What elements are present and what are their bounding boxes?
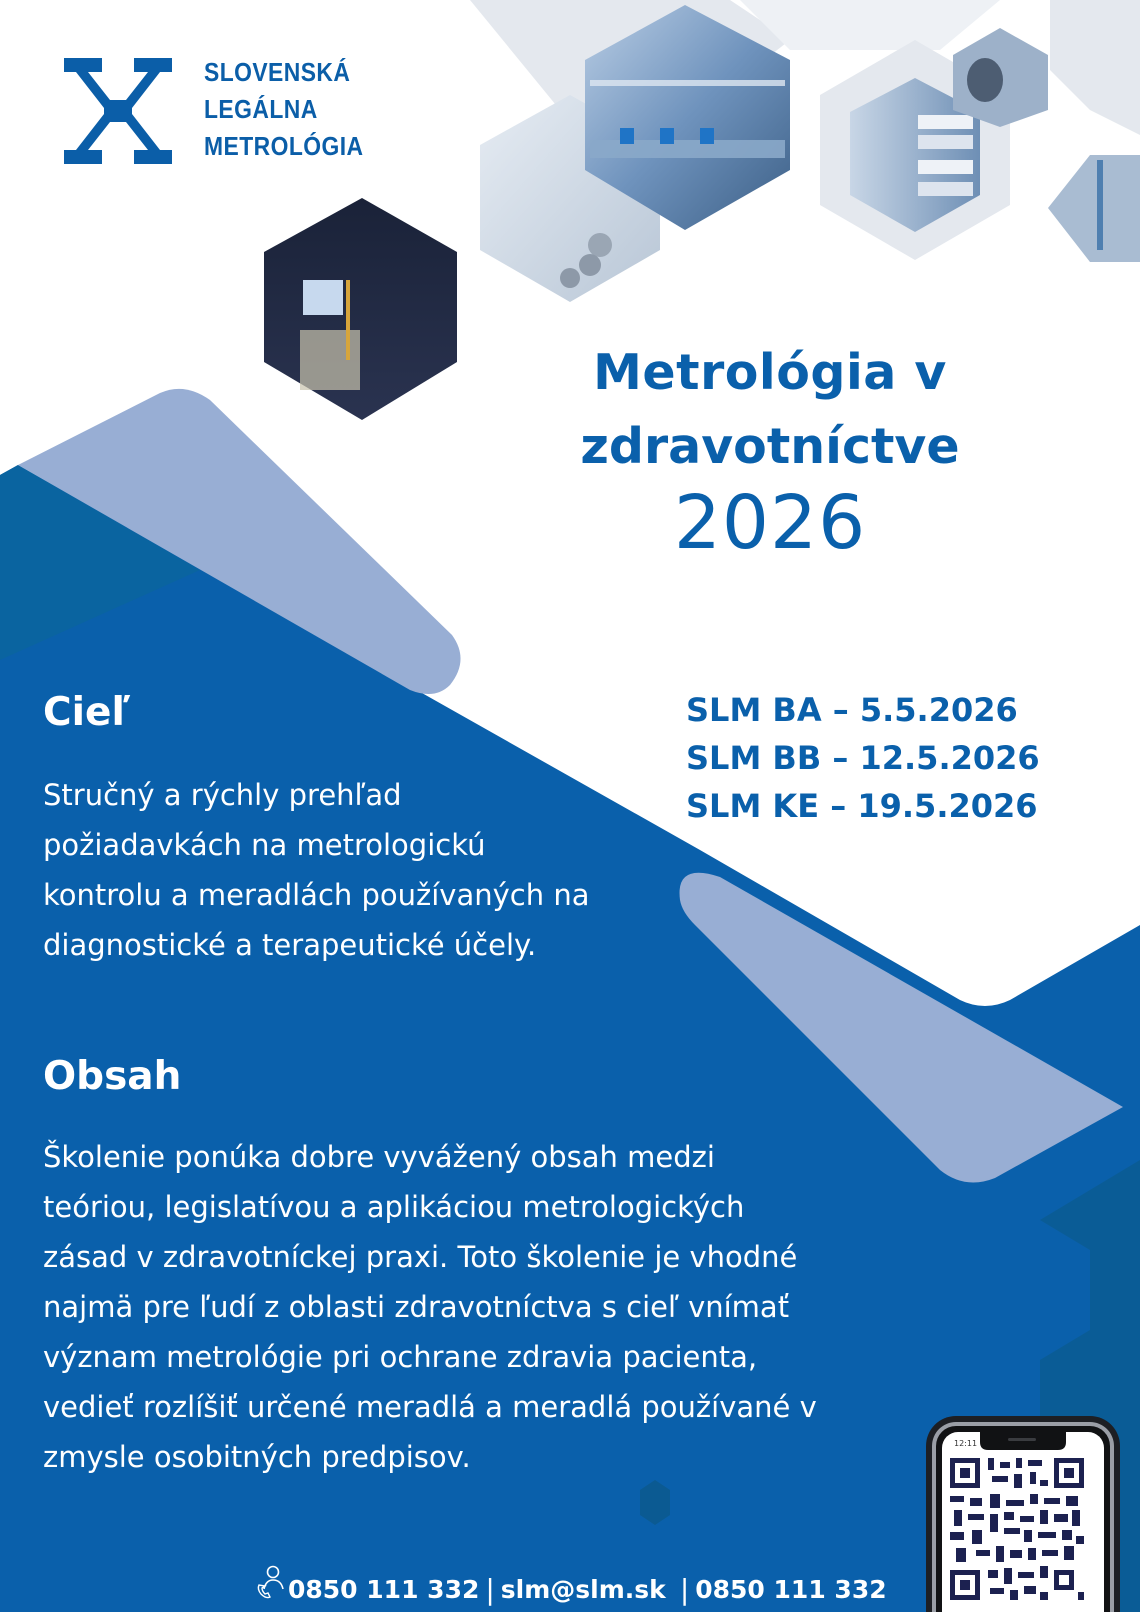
weight [588,233,612,257]
content-line: význam metrológie pri ochrane zdravia pacienta, [43,1340,758,1374]
event-dates [686,686,1040,830]
event-date-ba: SLM BA – 5.5.2026 [686,691,1018,729]
footer-separator: | [485,1573,495,1606]
rack-unit [918,182,973,196]
instrument-stand [1097,160,1103,250]
goal-text [43,770,589,970]
event-date-ke: SLM KE – 19.5.2026 [686,787,1038,825]
weight [579,254,601,276]
chamber-stand [346,280,350,360]
contact-phone-icon [256,1565,286,1601]
page-title-line1: Metrológia v [593,344,947,401]
rack-unit [918,160,973,174]
photo-hex-chamber [264,198,457,420]
weight [560,268,580,288]
content-line: teóriou, legislatívou a aplikáciou metrologických [43,1190,745,1224]
lab-bench [590,140,785,158]
phone-qr [920,1410,1120,1612]
content-line: vedieť rozlíšiť určené meradlá a meradlá používané v [43,1390,817,1424]
brand-name [204,54,363,165]
page-title-line2: zdravotníctve [580,418,960,475]
goal-line: diagnostické a terapeutické účely. [43,928,537,962]
rack-unit [918,115,973,129]
content-line: najmä pre ľudí z oblasti zdravotníctva s cieľ vnímať [43,1290,790,1324]
chamber-screen [303,280,343,315]
event-date-bb: SLM BB – 12.5.2026 [686,739,1040,777]
content-text [43,1132,817,1482]
contact-email[interactable]: slm@slm.sk [500,1575,666,1604]
photo-hex-right [1048,155,1140,262]
chamber-floor [300,330,360,390]
goal-line: Stručný a rýchly prehľad [43,778,402,812]
goal-heading: Cieľ [43,690,131,735]
weight-closeup [967,58,1003,102]
lab-frame [590,80,785,86]
content-heading: Obsah [43,1054,182,1099]
brand-line: METROLÓGIA [204,131,364,161]
contact-phone-2[interactable]: 0850 111 332 [695,1575,887,1604]
content-line: Školenie ponúka dobre vyvážený obsah medzi [43,1140,715,1174]
lab-device [700,128,714,144]
phone-time: 12:11 [954,1439,978,1448]
contact-phone-1[interactable]: 0850 111 332 [288,1575,480,1604]
footer-separator: | [679,1573,690,1606]
brand-line: SLOVENSKÁ [204,57,351,87]
rack-unit [918,135,973,149]
goal-line: kontrolu a meradlách používaných na [43,878,590,912]
goal-line: požiadavkách na metrologickú [43,828,486,862]
lab-device [620,128,634,144]
content-line: zmysle osobitných predpisov. [43,1440,471,1474]
contact-footer [256,1573,887,1606]
page-title-year: 2026 [673,480,867,566]
slm-logo-mark [64,58,172,164]
content-line: zásad v zdravotníckej praxi. Toto školenie je vhodné [43,1240,798,1274]
lab-device [660,128,674,144]
brand-line: LEGÁLNA [204,94,318,124]
